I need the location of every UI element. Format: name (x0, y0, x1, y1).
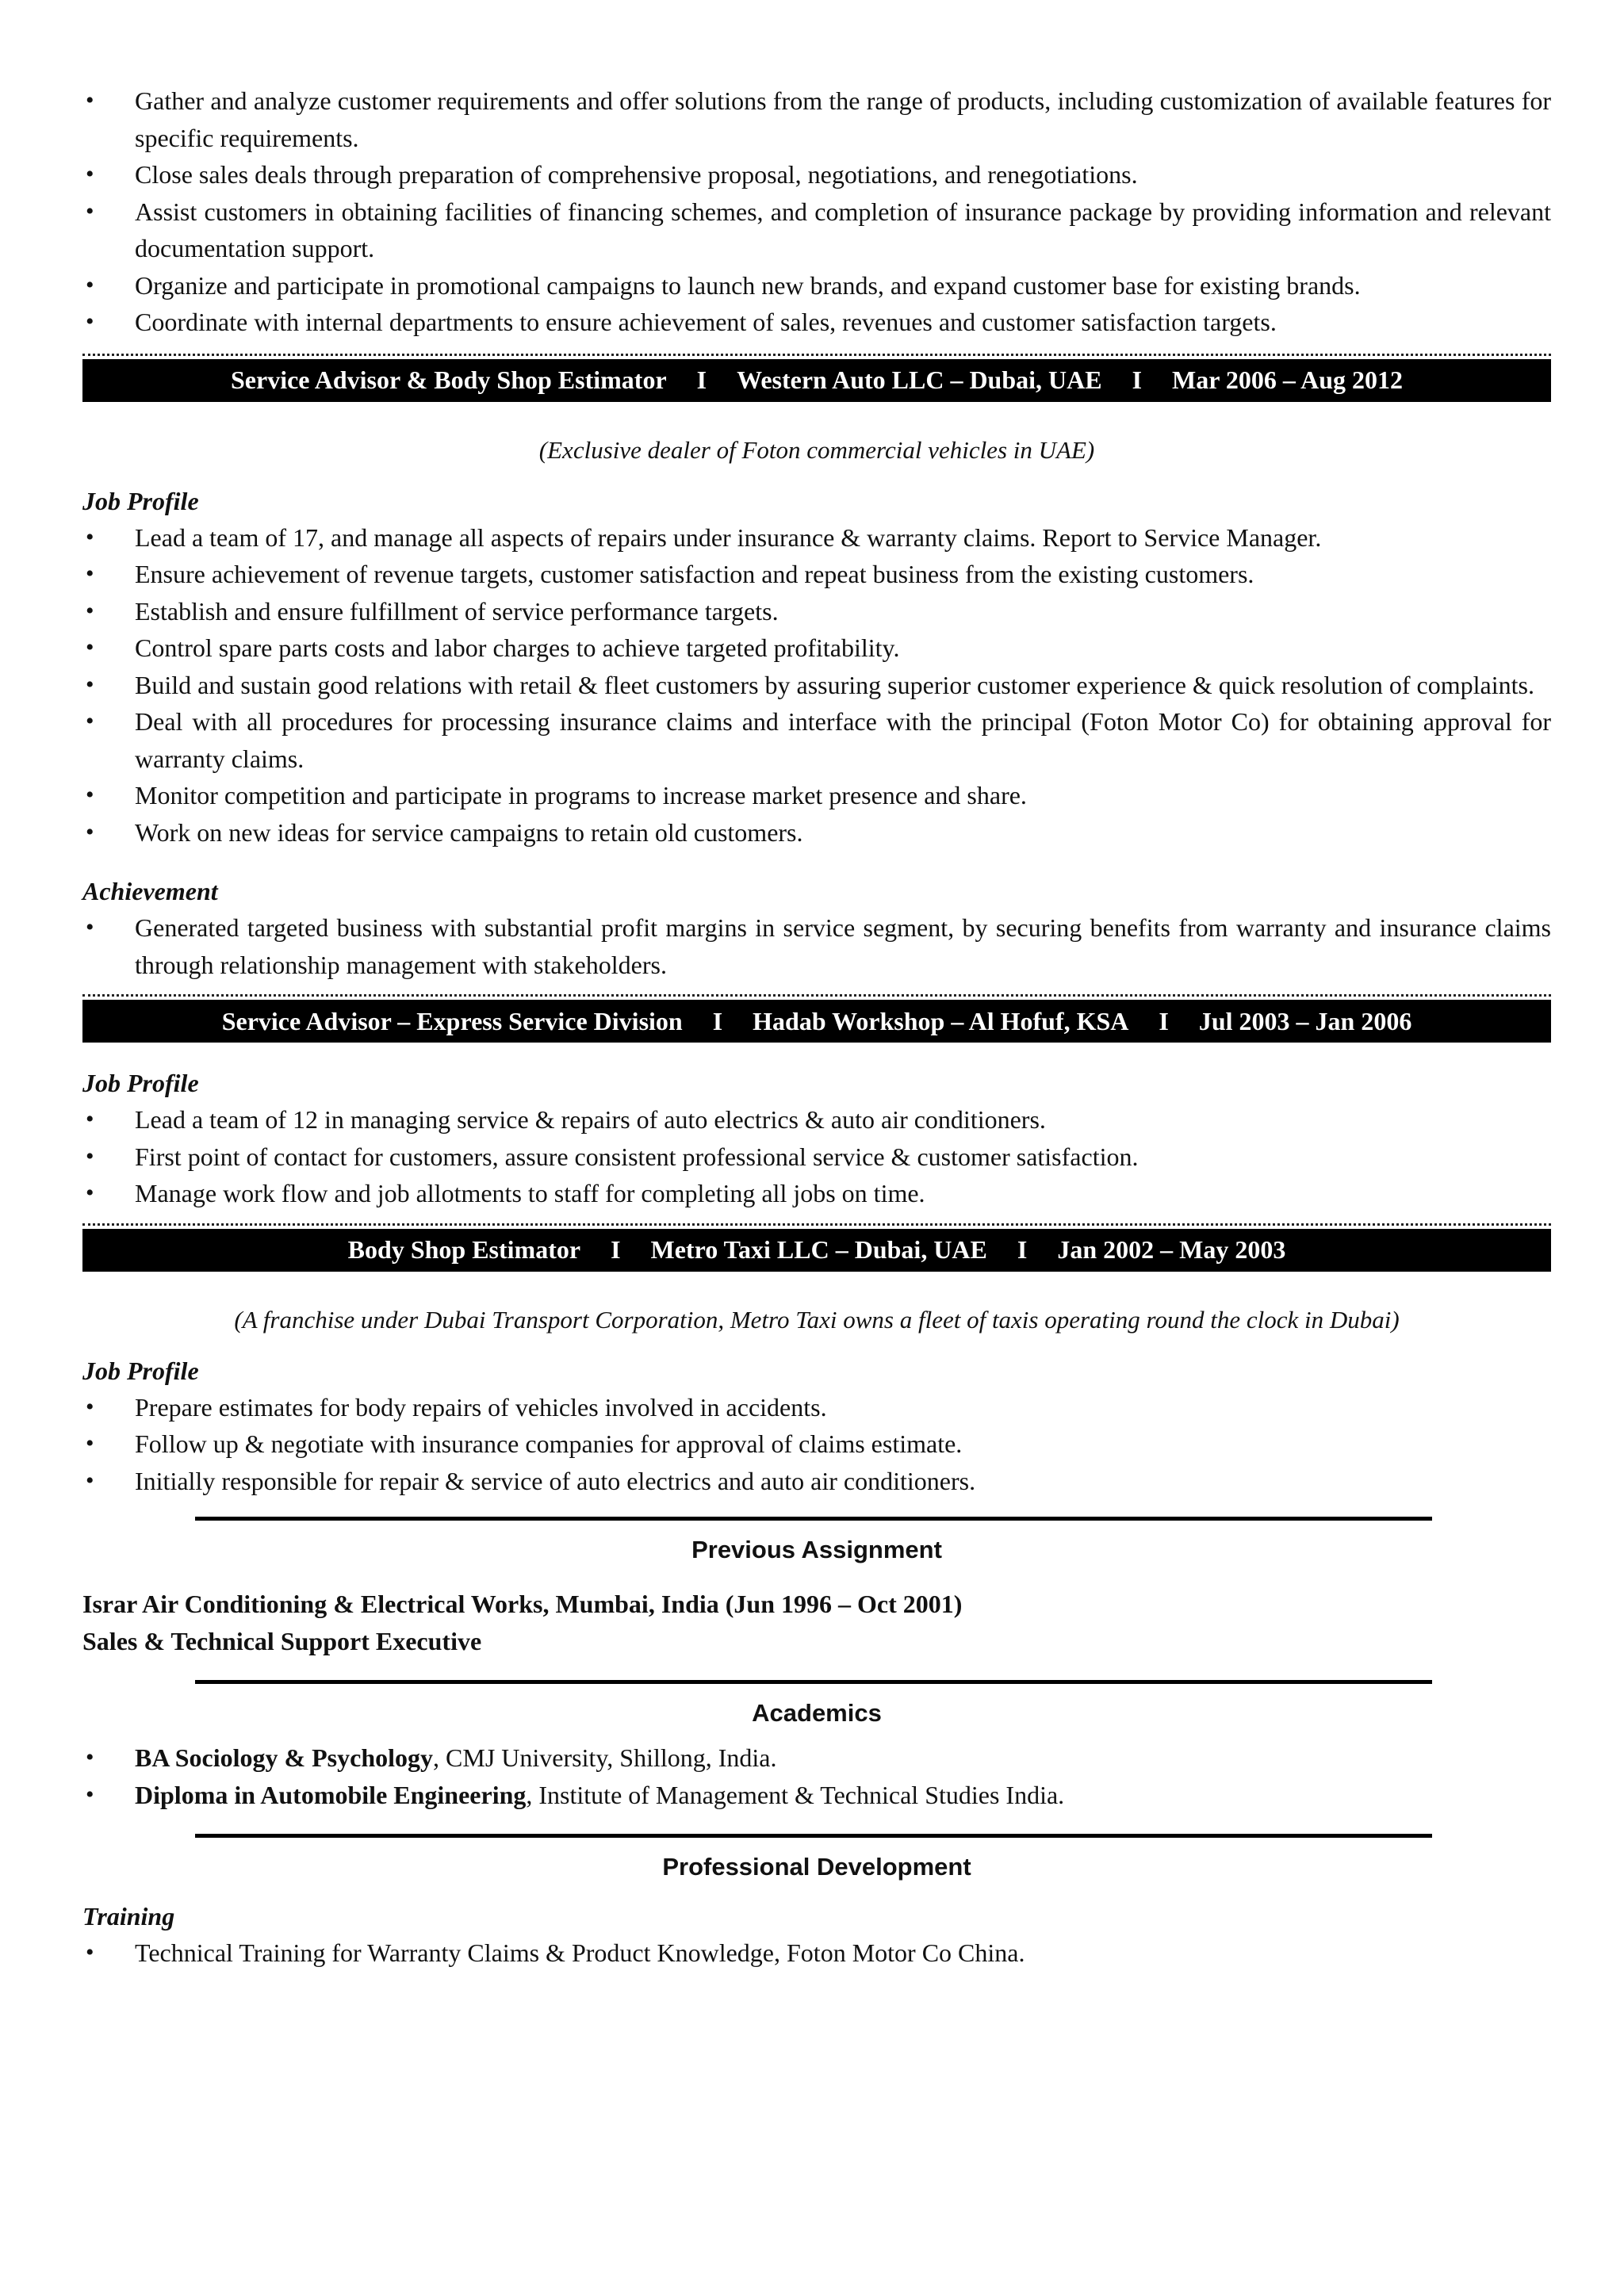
training-list (82, 1934, 1551, 1972)
institution: , CMJ University, Shillong, India. (433, 1743, 777, 1772)
job-profile-heading: Job Profile (82, 1356, 199, 1385)
job-profile-heading: Job Profile (82, 1069, 199, 1097)
spacer (82, 1732, 1551, 1739)
list-item: • Technical Training for Warranty Claims & Product Knowledge, Foton Motor Co China. (82, 1934, 1551, 1972)
list-item: • Close sales deals through preparation of comprehensive proposal, negotiations, and renegotiations. (82, 156, 1551, 193)
resume-content (82, 82, 1551, 1972)
list-item: • Lead a team of 12 in managing service & repairs of auto electrics & auto air conditioners. (82, 1101, 1551, 1138)
job-header-metro-taxi (82, 1223, 1551, 1272)
section-rule (195, 1517, 1432, 1521)
list-item: • Control spare parts costs and labor charges to achieve targeted profitability. (82, 629, 1551, 667)
list-item: • Work on new ideas for service campaigns to retain old customers. (82, 814, 1551, 851)
job-profile-list (82, 1389, 1551, 1500)
job-period: Mar 2006 – Aug 2012 (1172, 365, 1404, 394)
job-company: Hadab Workshop – Al Hofuf, KSA (753, 1006, 1129, 1035)
list-item: • Lead a team of 17, and manage all aspects of repairs under insurance & warranty claims. Report to Service Manager. (82, 519, 1551, 557)
section-rule (195, 1834, 1432, 1838)
list-item: • Generated targeted business with substantial profit margins in service segment, by securing benefits from warranty and insurance claims through relationship management with stakeholders. (82, 909, 1551, 983)
job-period: Jan 2002 – May 2003 (1057, 1235, 1286, 1264)
company-note: (Exclusive dealer of Foton commercial vehicles in UAE) (538, 435, 1095, 464)
job-title: Service Advisor & Body Shop Estimator (230, 365, 667, 394)
horizontal-rule (195, 1834, 1432, 1838)
separator: I (696, 365, 707, 394)
separator: I (1017, 1235, 1028, 1264)
achievement-heading: Achievement (82, 877, 218, 905)
section-rule (195, 1680, 1432, 1684)
job-header-western-auto (82, 354, 1551, 402)
list-item: • Ensure achievement of revenue targets, customer satisfaction and repeat business from the existing customers. (82, 556, 1551, 593)
previous-role: Sales & Technical Support Executive (82, 1626, 482, 1655)
horizontal-rule (195, 1680, 1432, 1684)
company-note: (A franchise under Dubai Transport Corporation, Metro Taxi owns a fleet of taxis operating round the clock in Dubai) (234, 1305, 1400, 1334)
job-company: Western Auto LLC – Dubai, UAE (737, 365, 1102, 394)
separator: I (611, 1235, 621, 1264)
job-header-bar (82, 359, 1551, 402)
separator: I (1132, 365, 1143, 394)
list-item (82, 1739, 1551, 1777)
list-item: • Build and sustain good relations with retail & fleet customers by assuring superior customer experience & quick resolution of complaints. (82, 667, 1551, 704)
job-period: Jul 2003 – Jan 2006 (1198, 1006, 1412, 1035)
degree-name: BA Sociology & Psychology (135, 1743, 434, 1772)
job-header-bar (82, 1000, 1551, 1043)
academics-list (82, 1739, 1551, 1813)
degree-name: Diploma in Automobile Engineering (135, 1780, 527, 1809)
list-item: • Deal with all procedures for processing insurance claims and interface with the principal (Foton Motor Co) for obtaining approval for warranty claims. (82, 703, 1551, 777)
list-item: • Organize and participate in promotional campaigns to launch new brands, and expand customer base for existing brands. (82, 267, 1551, 304)
job-profile-list (82, 1101, 1551, 1212)
list-item: • Gather and analyze customer requirements and offer solutions from the range of products, including customization of available features for specific requirements. (82, 82, 1551, 156)
job-header-hadab (82, 994, 1551, 1043)
achievement-list (82, 909, 1551, 983)
list-item: • Prepare estimates for body repairs of vehicles involved in accidents. (82, 1389, 1551, 1426)
job-title: Body Shop Estimator (347, 1235, 581, 1264)
dotted-divider (82, 354, 1551, 356)
intro-bullet-list (82, 82, 1551, 341)
separator: I (1159, 1006, 1169, 1035)
list-item: • Assist customers in obtaining facilities of financing schemes, and completion of insurance package by providing information and relevant documentation support. (82, 193, 1551, 267)
list-item: • Monitor competition and participate in programs to increase market presence and share. (82, 777, 1551, 814)
job-profile-list (82, 519, 1551, 851)
list-item: • First point of contact for customers, assure consistent professional service & customer satisfaction. (82, 1138, 1551, 1176)
separator: I (712, 1006, 723, 1035)
horizontal-rule (195, 1517, 1432, 1521)
section-title-professional-development: Professional Development (662, 1853, 971, 1881)
job-profile-heading: Job Profile (82, 486, 199, 515)
list-item: • Initially responsible for repair & service of auto electrics and auto air conditioners. (82, 1463, 1551, 1500)
job-header-bar (82, 1229, 1551, 1272)
job-title: Service Advisor – Express Service Division (221, 1006, 683, 1035)
dotted-divider (82, 1223, 1551, 1226)
section-title-academics: Academics (752, 1699, 882, 1727)
institution: , Institute of Management & Technical Studies India. (526, 1780, 1065, 1809)
list-item (82, 1777, 1551, 1814)
list-item: • Manage work flow and job allotments to staff for completing all jobs on time. (82, 1175, 1551, 1212)
dotted-divider (82, 994, 1551, 997)
list-item: • Establish and ensure fulfillment of service performance targets. (82, 593, 1551, 630)
previous-employer: Israr Air Conditioning & Electrical Works, Mumbai, India (Jun 1996 – Oct 2001) (82, 1590, 963, 1618)
section-title-previous-assignment: Previous Assignment (691, 1536, 942, 1563)
list-item: • Coordinate with internal departments to ensure achievement of sales, revenues and customer satisfaction targets. (82, 304, 1551, 341)
list-item: • Follow up & negotiate with insurance companies for approval of claims estimate. (82, 1425, 1551, 1463)
training-heading: Training (82, 1902, 175, 1931)
job-company: Metro Taxi LLC – Dubai, UAE (650, 1235, 987, 1264)
